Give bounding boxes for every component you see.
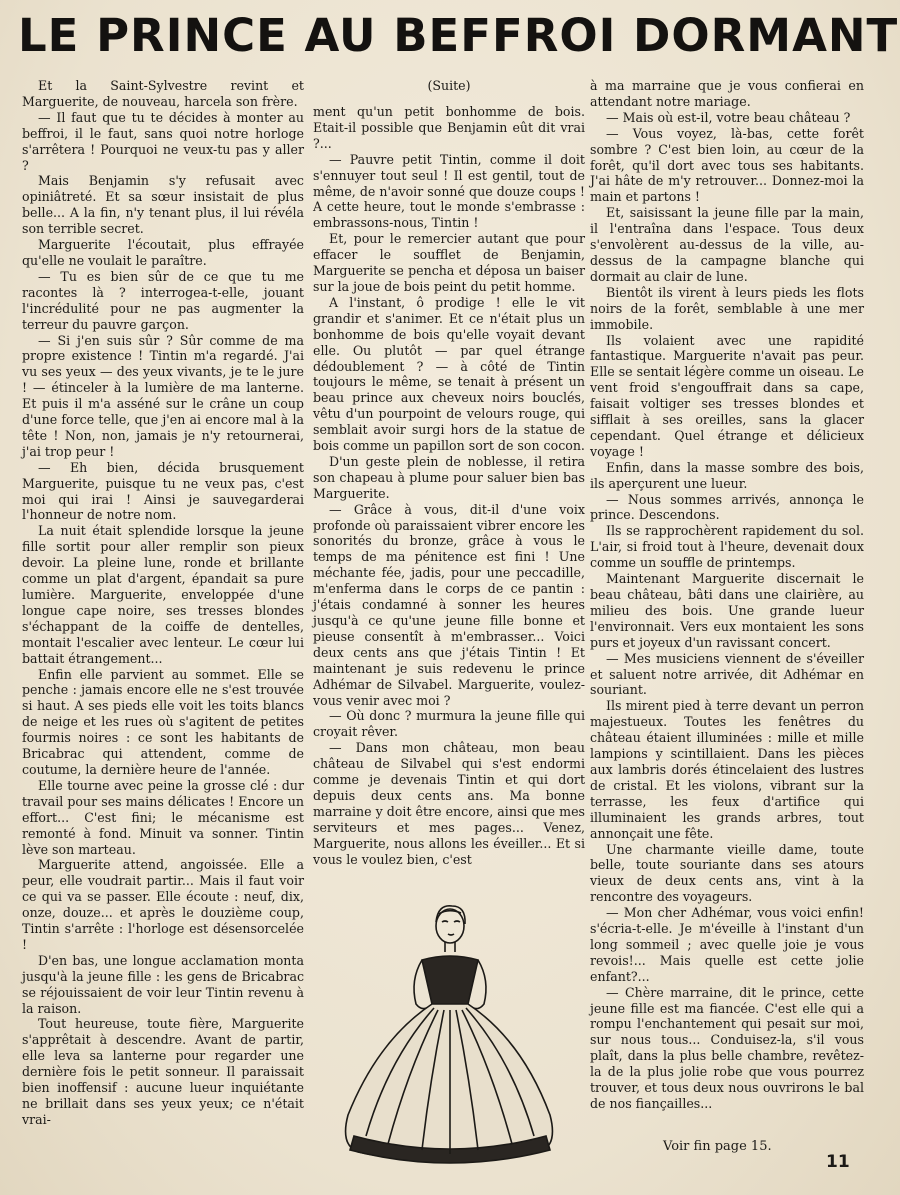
paragraph: — Chère marraine, dit le prince, cette jeune fille est ma fiancée. C'est elle qui a rompu l'enchantement qui pesait sur moi, sur nous tous... Conduisez-la, s'il vous plaît, dans la plus belle chambre, revêtez-la de la plus jolie robe que vous pourrez trouver, et tous deux nous ouvrirons le bal de nos fiançailles...	[590, 984, 864, 1111]
paragraph: Elle tourne avec peine la grosse clé : dur travail pour ses mains délicates ! Encore un effort... C'est fini; le mécanisme est remonté à fond. Minuit va sonner. Tintin lève son marteau.	[22, 777, 304, 857]
story-title: LE PRINCE AU BEFFROI DORMANT	[18, 9, 899, 62]
paragraph: — Si j'en suis sûr ? Sûr comme de ma propre existence ! Tintin m'a regardé. J'ai vu ses yeux — des yeux vivants, je te le jure ! — étinceler à la lumière de ma lanterne. Et puis il m'a asséné sur le crâne un coup d'une force telle, que j'en ai encore mal à la tête ! Non, non, jamais je n'y retournerai, j'ai trop peur !	[22, 332, 304, 459]
paragraph: — Il faut que tu te décides à monter au beffroi, il le faut, sans quoi notre horloge s'arrêtera ! Pourquoi ne veux-tu pas y aller ?	[22, 109, 304, 173]
paragraph: — Eh bien, décida brusquement Marguerite, puisque tu ne veux pas, c'est moi qui irai ! Ainsi je sauvegarderai l'honneur de notre nom.	[22, 459, 304, 523]
paragraph: Et, saisissant la jeune fille par la main, il l'entraîna dans l'espace. Tous deux s'envolèrent au-dessus de la ville, au-dessus de la campagne blanche qui dormait au clair de lune.	[590, 205, 864, 284]
paragraph: — Dans mon château, mon beau château de Silvabel qui s'est endormi comme je devenais Tintin et qui dort depuis deux cents ans. Ma bonne marraine y doit être encore, ainsi que mes serviteurs et mes pages... Venez, Marguerite, nous allons les éveiller... Et si vous le voulez bien, c'est	[313, 740, 585, 867]
paragraph: Ils mirent pied à terre devant un perron majestueux. Toutes les fenêtres du château étaient illuminées : mille et mille lampions y scintillaient. Dans les pièces aux lambris dorés étincelaient des lustres de cristal. Et les violons, vibrant sur la terrasse, les feux d'artifice qui illuminaient les grands arbres, tout annonçait une fête.	[590, 698, 864, 841]
paragraph: — Tu es bien sûr de ce que tu me racontes là ? interrogea-t-elle, jouant l'incrédulité pour ne pas augmenter la terreur du pauvre garçon.	[22, 268, 304, 332]
continuation-note: Voir fin page 15.	[663, 1139, 772, 1154]
paragraph: Et la Saint-Sylvestre revint et Marguerite, de nouveau, harcela son frère.	[22, 78, 304, 109]
paragraph: Ils se rapprochèrent rapidement du sol. L'air, si froid tout à l'heure, devenait doux comme un souffle de printemps.	[590, 523, 864, 571]
paragraph: ment qu'un petit bonhomme de bois. Etait-il possible que Benjamin eût dit vrai ?...	[313, 104, 585, 151]
paragraph: — Nous sommes arrivés, annonça le prince. Descendons.	[590, 491, 864, 523]
paragraph: Ils volaient avec une rapidité fantastique. Marguerite n'avait pas peur. Elle se sentait légère comme un oiseau. Le vent froid s'engouffrait dans sa cape, faisait voltiger ses tresses blondes et sifflait à ses oreilles, sans la glacer cependant. Quel étrange et délicieux voyage !	[590, 332, 864, 459]
princess-illustration	[318, 900, 580, 1172]
paragraph: Marguerite l'écoutait, plus effrayée qu'elle ne voulait le paraître.	[22, 237, 304, 268]
paragraph: La nuit était splendide lorsque la jeune fille sortit pour aller remplir son pieux devoir. La pleine lune, ronde et brillante comme un plat d'argent, épandait sa pure lumière. Marguerite, enveloppée d'une longue cape noire, ses tresses blondes s'échappant de la coiffe de dentelles, montait l'escalier avec lenteur. Le cœur lui battait étrangement...	[22, 523, 304, 666]
paragraph: Marguerite attend, angoissée. Elle a peur, elle voudrait partir... Mais il faut voir ce qui va se passer. Elle écoute : neuf, dix, onze, douze... et après le douzième coup, Tintin s'arrête : l'horloge est désensorcelée !	[22, 857, 304, 952]
paragraph: — Grâce à vous, dit-il d'une voix profonde où paraissaient vibrer encore les sonorités du bronze, grâce à vous le temps de ma pénitence est fini ! Une méchante fée, jadis, pour une peccadille, m'enferma dans le corps de ce pantin : j'étais condamné à sonner les heures jusqu'à ce qu'une jeune fille bonne et pieuse consentît à m'embrasser... Voici deux cents ans que j'étais Tintin ! Et maintenant je suis redevenu le prince Adhémar de Silvabel. Marguerite, voulez-vous venir avec moi ?	[313, 501, 585, 708]
paragraph: D'en bas, une longue acclamation monta jusqu'à la jeune fille : les gens de Bricabrac se réjouissaient de voir leur Tintin revenu à la raison.	[22, 952, 304, 1016]
paragraph: A l'instant, ô prodige ! elle le vit grandir et s'animer. Et ce n'était plus un bonhomme de bois qu'elle voyait devant elle. Ou plutôt — par quel étrange dédoublement ? — à côté de Tintin toujours le même, se tenait à présent un beau prince aux cheveux noirs bouclés, vêtu d'un pourpoint de velours rouge, qui semblait avoir surgi hors de la statue de bois comme un papillon sort de son cocon.	[313, 294, 585, 454]
paragraph: Tout heureuse, toute fière, Marguerite s'apprêtait à descendre. Avant de partir, elle leva sa lanterne pour regarder une dernière fois le petit sonneur. Il paraissait bien inoffensif : aucune lueur inquiétante ne brillait dans ses yeux yeux; ce n'était vrai-	[22, 1016, 304, 1127]
paragraph: Mais Benjamin s'y refusait avec opiniâtreté. Et sa sœur insistait de plus belle... A la fin, n'y tenant plus, il lui révéla son terrible secret.	[22, 173, 304, 237]
paragraph: — Mais où est-il, votre beau château ?	[606, 109, 851, 125]
paragraph: D'un geste plein de noblesse, il retira son chapeau à plume pour saluer bien bas Marguerite.	[313, 453, 585, 501]
paragraph: — Pauvre petit Tintin, comme il doit s'ennuyer tout seul ! Il est gentil, tout de même, de n'avoir sonné que douze coups ! A cette heure, tout le monde s'embrasse : embrassons-nous, Tintin !	[313, 151, 585, 231]
suite-label: (Suite)	[427, 78, 471, 93]
text-column-2	[313, 104, 585, 868]
text-column-1	[22, 78, 304, 1128]
paragraph: — Vous voyez, là-bas, cette forêt sombre ? C'est bien loin, au cœur de la forêt, qu'il dort avec tous ses habitants. J'ai hâte de m'y retrouver... Donnez-moi la main et partons !	[590, 125, 864, 205]
paragraph: Enfin elle parvient au sommet. Elle se penche : jamais encore elle ne s'est trouvée si haut. A ses pieds elle voit les toits blancs de neige et les rues où s'agitent de petites fourmis noires : ce sont les habitants de Bricabrac qui attendent, comme de coutume, la dernière heure de l'année.	[22, 666, 304, 777]
paragraph: Maintenant Marguerite discernait le beau château, bâti dans une clairière, au milieu des bois. Une grande lueur l'environnait. Vers eux montaient les sons purs et joyeux d'un ravissant concert.	[590, 571, 864, 650]
paragraph: Enfin, dans la masse sombre des bois, ils aperçurent une lueur.	[590, 459, 864, 491]
paragraph: Bientôt ils virent à leurs pieds les flots noirs de la forêt, semblable à une mer immobile.	[590, 284, 864, 332]
paragraph: Et, pour le remercier autant que pour effacer le soufflet de Benjamin, Marguerite se pencha et déposa un baiser sur la joue de bois peint du petit homme.	[313, 231, 585, 294]
page-number: 11	[826, 1152, 850, 1172]
text-column-3	[590, 78, 864, 1112]
paragraph: — Mon cher Adhémar, vous voici enfin! s'écria-t-elle. Je m'éveille à l'instant d'un long sommeil ; avec quelle joie je vous revois!... Mais quelle est cette jolie enfant?...	[590, 905, 864, 984]
paragraph: Une charmante vieille dame, toute belle, toute souriante dans ses atours vieux de deux cents ans, vint à la rencontre des voyageurs.	[590, 841, 864, 905]
paragraph: — Où donc ? murmura la jeune fille qui croyait rêver.	[313, 708, 585, 740]
paragraph: — Mes musiciens viennent de s'éveiller et saluent notre arrivée, dit Adhémar en souriant.	[590, 650, 864, 698]
paragraph: à ma marraine que je vous confierai en attendant notre mariage.	[590, 78, 864, 109]
